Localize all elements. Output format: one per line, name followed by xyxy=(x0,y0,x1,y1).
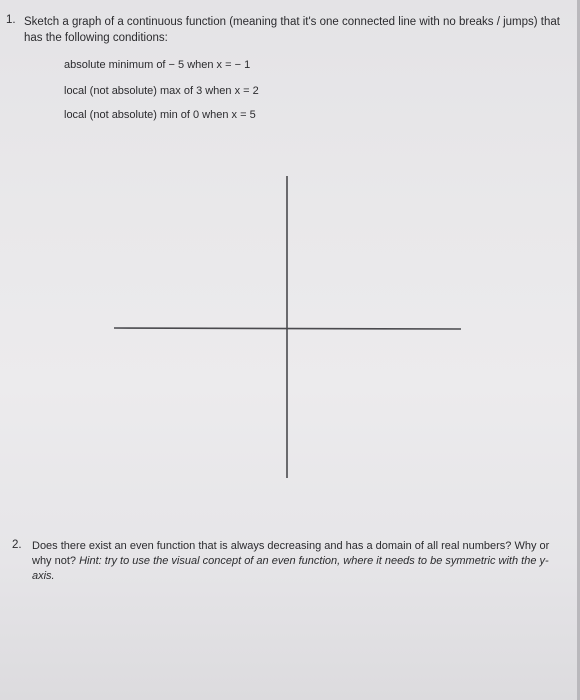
condition-local-min: local (not absolute) min of 0 when x = 5 xyxy=(64,109,256,121)
question-2-text xyxy=(32,539,562,584)
condition-absolute-min: absolute minimum of − 5 when x = − 1 xyxy=(64,59,251,71)
hint-label: Hint: xyxy=(79,555,102,567)
condition-local-max: local (not absolute) max of 3 when x = 2 xyxy=(64,85,259,97)
question-1-number: 1. xyxy=(6,14,16,26)
question-2-body: Does there exist an even function that is always decreasing and has a domain of all real numbers? Why or why not? xyxy=(32,540,550,567)
question-1-text: Sketch a graph of a continuous function (meaning that it's one connected line with no breaks / jumps) that has the following conditions: xyxy=(24,16,560,44)
question-2-number: 2. xyxy=(12,539,22,551)
hint-text: try to use the visual concept of an even function, where it needs to be symmetric with the y-axis. xyxy=(32,555,549,582)
